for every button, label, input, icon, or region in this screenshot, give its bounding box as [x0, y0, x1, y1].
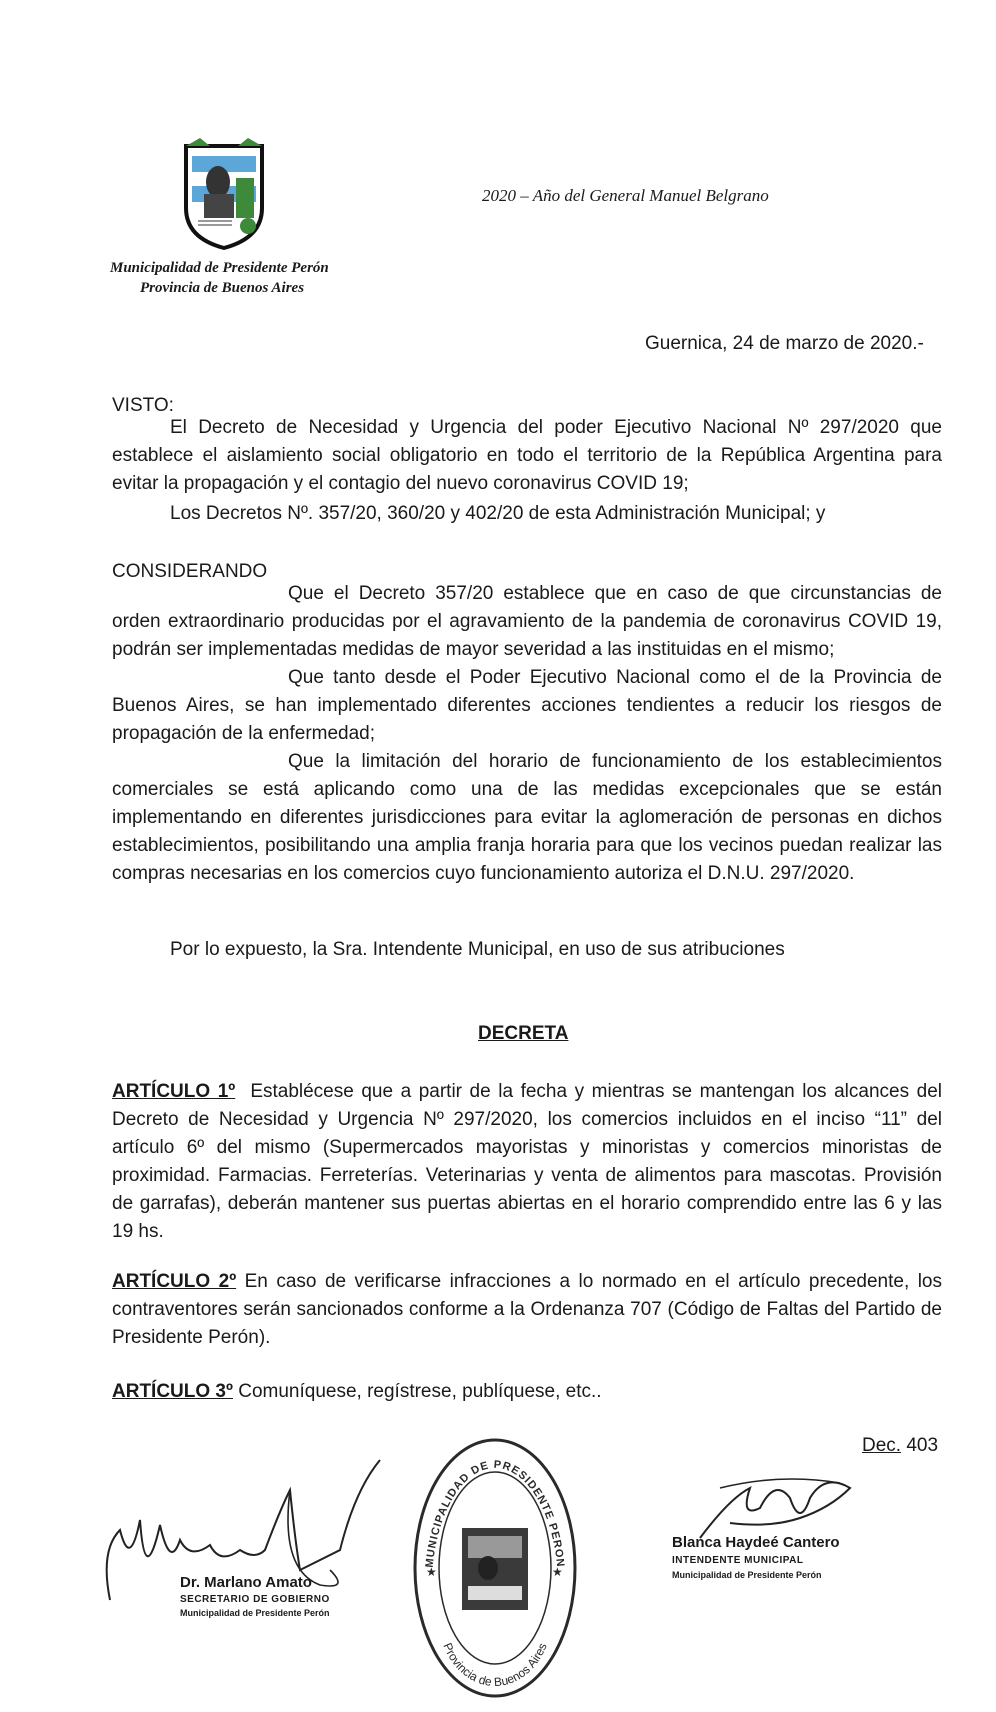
- considerando-closing: Por lo expuesto, la Sra. Intendente Municipal, en uso de sus atribuciones: [170, 939, 785, 960]
- article-1-label: ARTÍCULO 1º: [112, 1081, 236, 1102]
- signature-right-block: [672, 1534, 892, 1580]
- seal-bottom-text: Provincia de Buenos Aires: [440, 1640, 550, 1690]
- signature-left-role: SECRETARIO DE GOBIERNO: [180, 1594, 330, 1605]
- article-3: [112, 1378, 602, 1406]
- considerando-paragraph-1-text: Que el Decreto 357/20 establece que en caso de que circunstancias de orden extraordinario producidas por el agravamiento de la pandemia de coronavirus COVID 19, podrán ser implementadas medidas de mayor severidad a las instituidas en el mismo;: [112, 583, 942, 660]
- article-2: [112, 1268, 942, 1352]
- visto-paragraph-1-text: El Decreto de Necesidad y Urgencia del poder Ejecutivo Nacional Nº 297/2020 que establece el aislamiento social obligatorio en todo el territorio de la República Argentina para evitar la propagación y el contagio del nuevo coronavirus COVID 19;: [112, 417, 942, 494]
- article-1-text: Establécese que a partir de la fecha y mientras se mantengan los alcances del Decreto de Necesidad y Urgencia Nº 297/2020, los comercios incluidos en el inciso “11” del artículo 6º del mismo (Supermercados mayoristas y minoristas y comercios minoristas de proximidad. Farmacias. Ferreterías. Veterinarias y venta de alimentos para mascotas. Provisión de garrafas), deberán mantener sus puertas abiertas en el horario comprendido entre las 6 y las 19 hs.: [112, 1081, 942, 1242]
- decree-number: [862, 1432, 938, 1460]
- considerando-paragraph-2-text: Que tanto desde el Poder Ejecutivo Nacional como el de la Provincia de Buenos Aires, se han implementado diferentes acciones tendientes a reducir los riesgos de propagación de la enfermedad;: [112, 667, 942, 744]
- considerando-paragraph-3: [112, 748, 942, 888]
- article-3-label: ARTÍCULO 3º: [112, 1381, 233, 1402]
- svg-text:★: ★: [426, 1565, 437, 1579]
- signature-right-role: INTENDENTE MUNICIPAL: [672, 1555, 804, 1566]
- considerando-paragraph-3-text: Que la limitación del horario de funcionamiento de los establecimientos comerciales se está aplicando como una de las medidas excepcionales que se están implementando en diferentes jurisdicciones para evitar la aglomeración de personas en dichos establecimientos, posibilitando una amplia franja horaria para que los vecinos puedan realizar las compras necesarias en los comercios cuyo funcionamiento autoriza el D.N.U. 297/2020.: [112, 751, 942, 884]
- considerando-heading: CONSIDERANDO: [112, 561, 268, 582]
- svg-text:★: ★: [552, 1565, 563, 1579]
- date-line: Guernica, 24 de marzo de 2020.-: [645, 333, 924, 354]
- article-2-label: ARTÍCULO 2º: [112, 1271, 237, 1292]
- signature-right-entity: Municipalidad de Presidente Perón: [672, 1570, 822, 1580]
- considerando-paragraph-2: [112, 664, 942, 748]
- decree-number-value: 403: [906, 1435, 939, 1456]
- municipal-seal-stamp: [410, 1436, 580, 1700]
- seal-top-text: MUNICIPALIDAD DE PRESIDENTE PERON: [423, 1458, 567, 1569]
- municipal-coat-of-arms-icon: [180, 138, 268, 250]
- considerando-paragraph-1: [112, 580, 942, 664]
- decree-number-label: Dec.: [862, 1435, 902, 1456]
- visto-paragraph-1: [112, 414, 942, 498]
- province-name: Provincia de Buenos Aires: [140, 280, 305, 296]
- visto-paragraph-2: Los Decretos Nº. 357/20, 360/20 y 402/20 de esta Administración Municipal; y: [170, 503, 826, 524]
- signature-right-name: Blanca Haydeé Cantero: [672, 1534, 840, 1551]
- municipality-name: Municipalidad de Presidente Perón: [110, 260, 329, 276]
- signature-left-entity: Municipalidad de Presidente Perón: [180, 1608, 330, 1618]
- article-3-text: Comuníquese, regístrese, publíquese, etc..: [238, 1381, 602, 1402]
- decreta-heading: DECRETA: [478, 1023, 569, 1044]
- year-motto: 2020 – Año del General Manuel Belgrano: [482, 186, 769, 205]
- signature-left-block: [180, 1574, 380, 1618]
- article-2-text: En caso de verificarse infracciones a lo normado en el artículo precedente, los contraventores serán sancionados conforme a la Ordenanza 707 (Código de Faltas del Partido de Presidente Perón).: [112, 1271, 942, 1348]
- signature-left-name: Dr. Marlano Amato: [180, 1574, 312, 1591]
- article-1: [112, 1078, 942, 1246]
- visto-heading: VISTO:: [112, 395, 174, 416]
